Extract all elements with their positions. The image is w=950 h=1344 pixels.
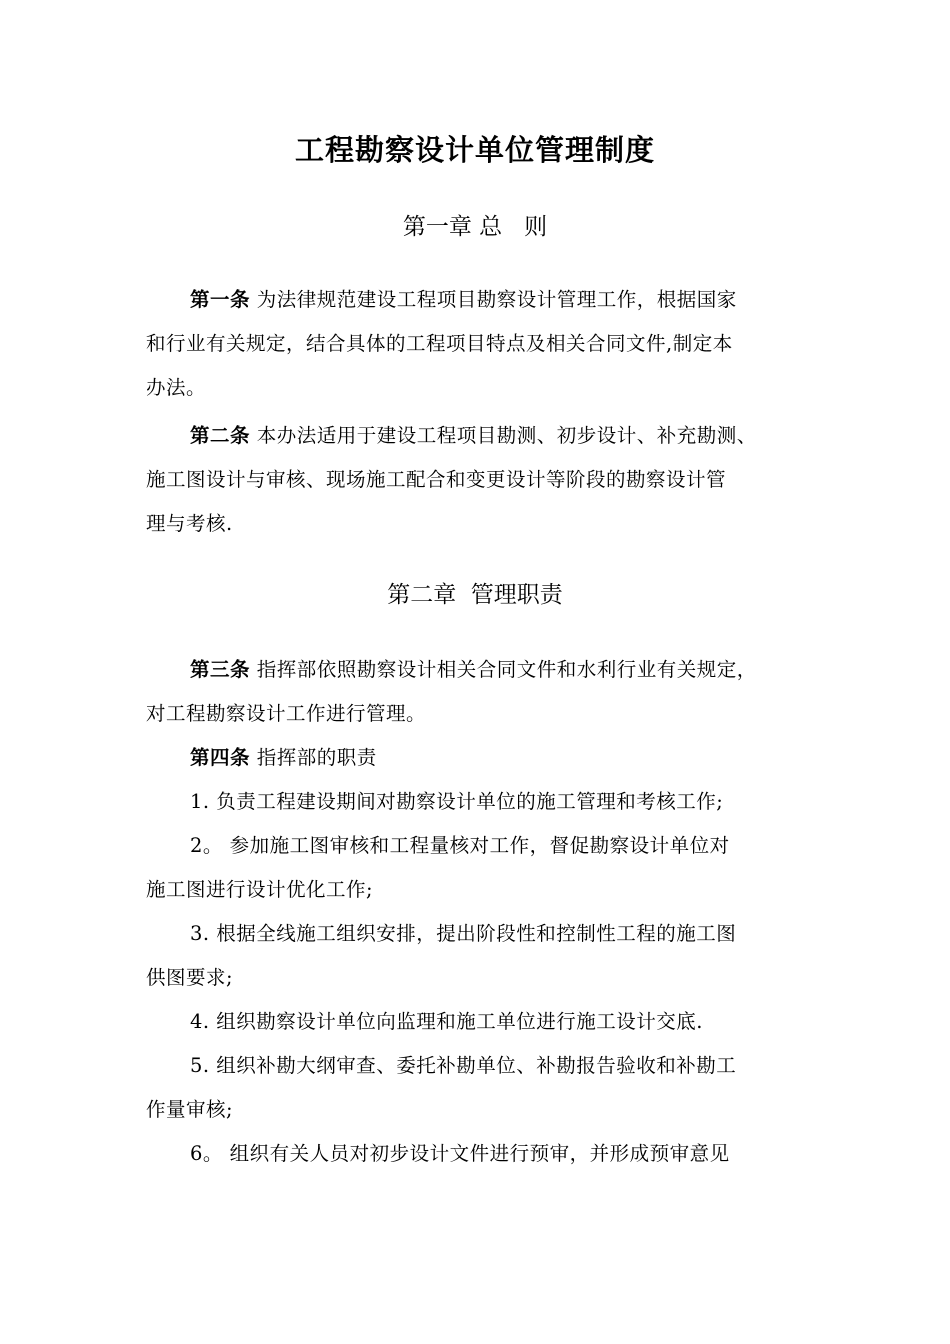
article-4: [146, 736, 826, 780]
list-item-text: 2。 参加施工图审核和工程量核对工作，督促勘察设计单位对: [190, 834, 730, 857]
article-3: [146, 648, 826, 736]
article-text: 本办法适用于建设工程项目勘测、初步设计、补充勘测、: [250, 424, 757, 447]
article-label: 第一条: [190, 288, 251, 311]
article-text-line: 和行业有关规定，结合具体的工程项目特点及相关合同文件,制定本: [146, 332, 733, 355]
list-item-text: 4. 组织勘察设计单位向监理和施工单位进行施工设计交底.: [190, 1010, 704, 1033]
article-text-line: 施工图设计与审核、现场施工配合和变更设计等阶段的勘察设计管: [146, 468, 727, 491]
document-title: 工程勘察设计单位管理制度: [294, 133, 655, 167]
article-2-first-line: [146, 414, 826, 458]
article-label: 第二条: [190, 424, 251, 447]
article-1-first-line: [146, 278, 826, 322]
list-item-2: [146, 824, 826, 912]
article-text: 指挥部的职责: [250, 746, 377, 769]
list-item-text: 5. 组织补勘大纲审查、委托补勘单位、补勘报告验收和补勘工: [190, 1054, 737, 1077]
list-item-text: 3. 根据全线施工组织安排，提出阶段性和控制性工程的施工图: [190, 922, 737, 945]
article-text-line: 理与考核.: [146, 512, 233, 535]
article-1: [146, 278, 826, 410]
article-2: [146, 414, 826, 546]
list-item-3: [146, 912, 826, 1000]
list-item-4: [146, 1000, 826, 1044]
list-item-5: [146, 1044, 826, 1132]
article-text: 为法律规范建设工程项目勘察设计管理工作，根据国家: [250, 288, 737, 311]
list-item-text-line: 作量审核;: [146, 1098, 234, 1121]
article-text-line: 对工程勘察设计工作进行管理。: [146, 702, 427, 725]
article-text-line: 办法。: [146, 376, 207, 399]
article-label: 第三条: [190, 658, 251, 681]
list-item-text-line: 施工图进行设计优化工作;: [146, 878, 374, 901]
article-3-first-line: [146, 648, 826, 692]
list-item-text: 6。 组织有关人员对初步设计文件进行预审，并形成预审意见: [190, 1142, 730, 1165]
article-label: 第四条: [190, 746, 251, 769]
article-text: 指挥部依照勘察设计相关合同文件和水利行业有关规定，: [250, 658, 757, 681]
chapter-heading-1: 第一章 总 则: [402, 214, 548, 240]
list-item-6: [146, 1132, 826, 1176]
chapter-heading-2: 第二章 管理职责: [387, 582, 563, 608]
list-item-text-line: 供图要求;: [146, 966, 234, 989]
list-item-text: 1. 负责工程建设期间对勘察设计单位的施工管理和考核工作;: [190, 790, 724, 813]
list-item-1: [146, 780, 826, 824]
article-4-first-line: [146, 736, 826, 780]
